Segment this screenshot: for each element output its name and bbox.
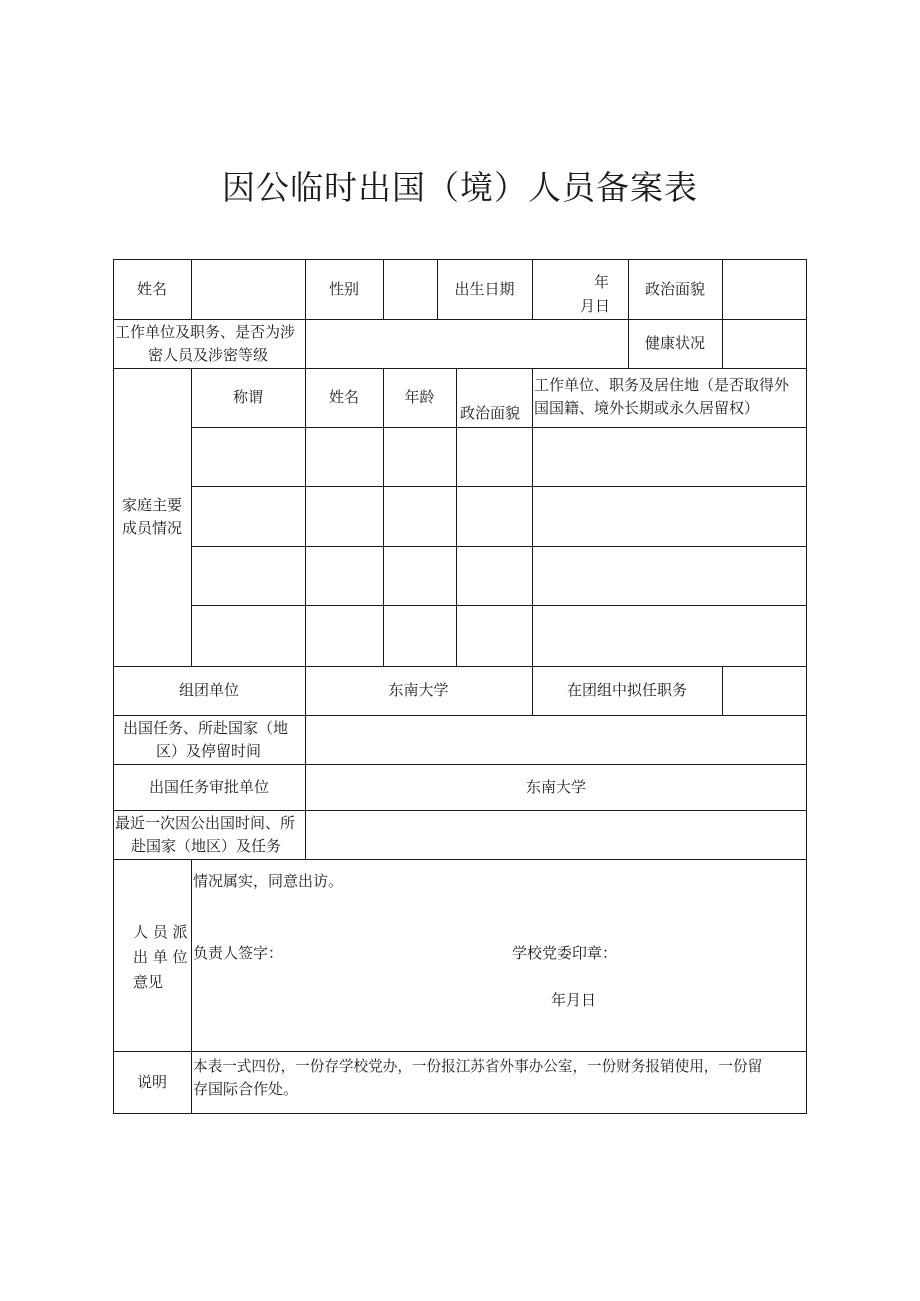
party-seal-label: 学校党委印章： <box>512 944 618 962</box>
family-header-age: 年龄 <box>404 388 435 406</box>
family-header-political-text: 政治面貌 <box>460 404 521 422</box>
family-header-political <box>456 368 532 427</box>
birth-date-label: 出生日期 <box>454 279 515 298</box>
task-label <box>113 715 305 764</box>
family-row-2[interactable] <box>191 486 807 546</box>
family-row-1[interactable] <box>191 427 807 486</box>
note-label: 说明 <box>136 1072 167 1091</box>
note-text <box>191 1051 807 1113</box>
registration-form <box>113 259 807 1114</box>
recent-trip-label-line1: 最近一次因公出国时间、所 <box>115 814 296 832</box>
birth-year-text: 年 <box>594 273 610 291</box>
recent-trip-label-line2: 赴国家（地区）及任务 <box>131 837 282 855</box>
political-status-field[interactable] <box>722 259 807 319</box>
page-title: 因公临时出国（境）人员备案表 <box>222 168 698 207</box>
delegation-position-label: 在团组中拟任职务 <box>566 681 687 699</box>
name-field[interactable] <box>191 259 305 319</box>
approval-label: 出国任务审批单位 <box>148 777 269 796</box>
signature-label: 负责人签字： <box>193 944 284 962</box>
family-header-name: 姓名 <box>328 388 359 406</box>
family-section-label-line2: 成员情况 <box>121 519 182 537</box>
family-header-relation: 称谓 <box>232 388 263 406</box>
work-unit-label <box>113 319 305 368</box>
family-header-work-line2: 国国籍、境外长期或永久居留权） <box>534 399 760 417</box>
task-label-line2: 区）及停留时间 <box>156 742 262 760</box>
delegation-org-label: 组团单位 <box>178 681 239 699</box>
birth-monthday-text: 月日 <box>580 297 611 315</box>
health-status-label: 健康状况 <box>644 334 705 352</box>
opinion-label-line1: 人 员 派 <box>133 923 188 941</box>
name-label: 姓名 <box>136 279 167 298</box>
note-text-line2: 存国际合作处。 <box>193 1080 299 1098</box>
family-row-4[interactable] <box>191 605 807 666</box>
birth-date-field[interactable] <box>532 259 628 319</box>
delegation-org-value[interactable]: 东南大学 <box>388 681 449 699</box>
delegation-position-field[interactable] <box>722 666 807 715</box>
family-section-label <box>113 368 191 666</box>
recent-trip-label <box>113 810 305 859</box>
political-status-label: 政治面貌 <box>644 279 705 298</box>
opinion-date: 年月日 <box>551 991 597 1009</box>
opinion-label <box>113 859 191 1051</box>
opinion-field[interactable] <box>191 859 807 1051</box>
approval-value[interactable]: 东南大学 <box>525 777 586 796</box>
family-header-work <box>532 368 807 427</box>
family-header-work-line1: 工作单位、职务及居住地（是否取得外 <box>534 376 790 394</box>
health-status-field[interactable] <box>722 319 807 368</box>
opinion-label-line2: 出 单 位 <box>133 948 188 966</box>
gender-label: 性别 <box>328 279 359 298</box>
opinion-label-line3: 意见 <box>133 973 164 991</box>
recent-trip-field[interactable] <box>305 810 807 859</box>
task-field[interactable] <box>305 715 807 764</box>
task-label-line1: 出国任务、所赴国家（地 <box>123 719 289 737</box>
family-section-label-line1: 家庭主要 <box>121 496 182 514</box>
work-unit-field[interactable] <box>305 319 628 368</box>
work-unit-label-line2: 密人员及涉密等级 <box>148 346 269 364</box>
opinion-statement: 情况属实，同意出访。 <box>193 872 344 890</box>
note-text-line1: 本表一式四份，一份存学校党办，一份报江苏省外事办公室，一份财务报销使用，一份留 <box>193 1058 763 1075</box>
family-row-3[interactable] <box>191 546 807 605</box>
work-unit-label-line1: 工作单位及职务、是否为涉 <box>115 323 296 341</box>
gender-field[interactable] <box>383 259 437 319</box>
